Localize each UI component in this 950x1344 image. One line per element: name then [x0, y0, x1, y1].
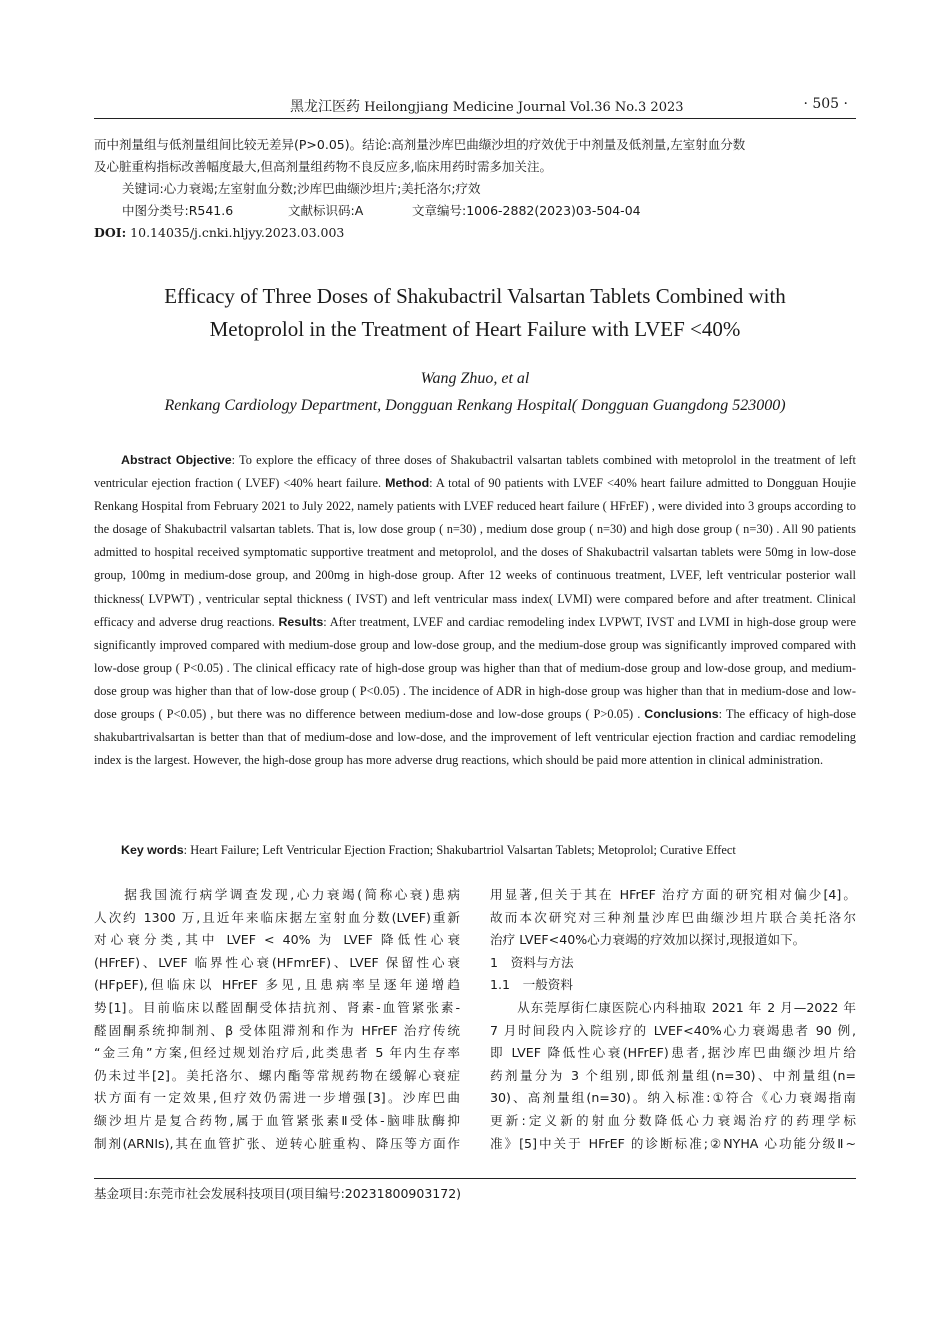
english-title: Efficacy of Three Doses of Shakubactril Valsartan Tablets Combined with Metoprolol in the Treatment of Heart Failure with LVEF <40%	[164, 284, 786, 341]
author: Wang Zhuo, et al	[420, 370, 530, 387]
cn-abstract-line: 及心脏重构指标改善幅度最大,但高剂量组药物不良反应多,临床用药时需多加关注。	[94, 159, 552, 174]
body-line: 据我国流行病学调查发现,心力衰竭(简称心衰)患病	[94, 887, 460, 902]
cn-keywords: 关键词:心力衰竭;左室射血分数;沙库巴曲缬沙坦片;美托洛尔;疗效	[122, 181, 481, 196]
doi: DOI: 10.14035/j.cnki.hljyy.2023.03.003	[94, 225, 345, 240]
subsection-heading: 1.1 一般资料	[490, 977, 573, 993]
body-line: 治疗 LVEF<40%心力衰竭的疗效加以探讨,现报道如下。	[490, 932, 806, 948]
body-line: 即 LVEF 降低性心衰(HFrEF)患者,据沙库巴曲缬沙坦片给	[490, 1045, 856, 1061]
body-line: 势[1]。目前临床以醛固酮受体拮抗剂、肾素-血管紧张素-	[94, 999, 460, 1015]
journal-name: 黑龙江医药 Heilongjiang Medicine Journal Vol.36 No.3 2023	[290, 99, 684, 115]
body-line: 更新:定义新的射血分数降低心力衰竭治疗的药理学标	[490, 1112, 856, 1128]
body-line: 从东莞厚街仁康医院心内科抽取 2021 年 2 月—2022 年	[490, 999, 856, 1015]
method-label: Method	[385, 476, 430, 491]
english-keywords: Key words: Heart Failure; Left Ventricular Ejection Fraction; Shakubartriol Valsartan Tablets; Metoprolol; Curative Effect	[121, 843, 736, 857]
body-line: 状方面有一定效果,但疗效仍需进一步增强[3]。沙库巴曲	[94, 1090, 460, 1106]
body-line: 故而本次研究对三种剂量沙库巴曲缬沙坦片联合美托洛尔	[490, 909, 856, 925]
body-line: 30)、高剂量组(n=30)。纳入标准:①符合《心力衰竭指南	[490, 1090, 856, 1106]
body-line: 药剂量分为 3 个组别,即低剂量组(n=30)、中剂量组(n=	[490, 1067, 856, 1083]
english-abstract: Abstract Objective: To explore the efficacy of three doses of Shakubactril valsartan tablets combined with metoprolol in the treatment of left ventricular ejection fraction ( LVEF) <40% heart failure. Method: A total of 90 patients with LVEF <40% heart failure admitted to Dongguan Houjie Renkang Hospital from February 2021 to July 2022, namely patients with LVEF reduced heart failure ( HFrEF) , were divided into 3 groups according to the dosage of Shakubactril valsartan tablets. That is, low dose group ( n=30) , medium dose group ( n=30) and high dose group ( n=30) . All 90 patients admitted to hospital received symptomatic supportive treatment and metoprolol, and the doses of Shakubactril valsartan tablets were 50mg in low-dose group, 100mg in medium-dose group, and 200mg in high-dose group. After 12 weeks of continuous treatment, LVEF, left ventricular posterior wall thickness( LVPWT) , ventricular septal thickness ( IVST) and left ventricular mass index( LVMI) were compared before and after treatment. Clinical efficacy and adverse drug reactions. Results: After treatment, LVEF and cardiac remodeling index LVPWT, IVST and LVMI in high-dose group were significantly improved compared with medium-dose group and low-dose group, and the medium-dose group was significantly improved compared with low-dose group ( P<0.05) . The clinical efficacy rate of high-dose group was higher than that of medium-dose group and low-dose group, and medium-dose group was higher than that of low-dose group ( P<0.05) . The incidence of ADR in high-dose group was higher than that in medium-dose and low-dose groups ( P<0.05) , but there was no difference between medium-dose and low-dose groups ( P>0.05) . Conclusions: The efficacy of high-dose shakubartrivalsartan is better than that of medium-dose and low-dose, and the improvement of left ventricular ejection fraction and cardiac remodeling index is the largest. However, the high-dose group has more adverse drug reactions, which should be paid more attention in clinical administration.	[94, 453, 856, 768]
funding-footnote: 基金项目:东莞市社会发展科技项目(项目编号:20231800903172)	[94, 1186, 462, 1201]
body-line: 仍未过半[2]。美托洛尔、螺内酯等常规药物在缓解心衰症	[94, 1067, 460, 1083]
page-number: · 505 ·	[803, 96, 848, 112]
footnote-divider	[94, 1178, 856, 1179]
body-line: 对心衰分类,其中 LVEF < 40% 为 LVEF 降低性心衰	[94, 932, 460, 948]
body-line: 制剂(ARNIs),其在血管扩张、逆转心脏重构、降压等方面作	[94, 1135, 460, 1151]
document-code: 文献标识码:A	[288, 203, 364, 218]
body-column-right	[490, 884, 856, 1155]
chinese-abstract-tail	[94, 134, 856, 244]
classification-row	[94, 200, 856, 222]
cn-abstract-line: 而中剂量组与低剂量组间比较无差异(P>0.05)。结论:高剂量沙库巴曲缬沙坦的疗效优于中剂量及低剂量,左室射血分数	[94, 137, 746, 152]
affiliation: Renkang Cardiology Department, Dongguan Renkang Hospital( Dongguan Guangdong 523000)	[164, 397, 786, 414]
clc-number: 中图分类号:R541.6	[122, 203, 234, 218]
body-line: 人次约 1300 万,且近年来临床据左室射血分数(LVEF)重新	[94, 909, 460, 925]
abstract-objective-label: Abstract Objective	[121, 453, 232, 467]
running-header	[94, 92, 856, 119]
conclusions-label: Conclusions	[644, 707, 719, 722]
body-line: (HFpEF),但临床以 HFrEF 多见,且患病率呈逐年递增趋	[94, 977, 460, 993]
body-line: 准》[5]中关于 HFrEF 的诊断标准;②NYHA 心功能分级Ⅱ~	[490, 1135, 856, 1151]
body-line: 7 月时间段内入院诊疗的 LVEF<40%心力衰竭患者 90 例,	[490, 1022, 856, 1038]
body-column-left	[94, 884, 460, 1155]
body-line: 用显著,但关于其在 HFrEF 治疗方面的研究相对偏少[4]。	[490, 887, 856, 902]
results-label: Results	[278, 614, 324, 629]
section-heading: 1 资料与方法	[490, 954, 574, 970]
body-line: 缬沙坦片是复合药物,属于血管紧张素Ⅱ受体-脑啡肽酶抑	[94, 1112, 460, 1128]
body-line: (HFrEF)、LVEF 临界性心衰(HFmrEF)、LVEF 保留性心衰	[94, 954, 460, 970]
article-number: 文章编号:1006-2882(2023)03-504-04	[412, 203, 641, 218]
body-line: 醛固酮系统抑制剂、β 受体阻滞剂和作为 HFrEF 治疗传统	[94, 1022, 460, 1038]
body-line: “金三角”方案,但经过规划治疗后,此类患者 5 年内生存率	[94, 1045, 460, 1061]
